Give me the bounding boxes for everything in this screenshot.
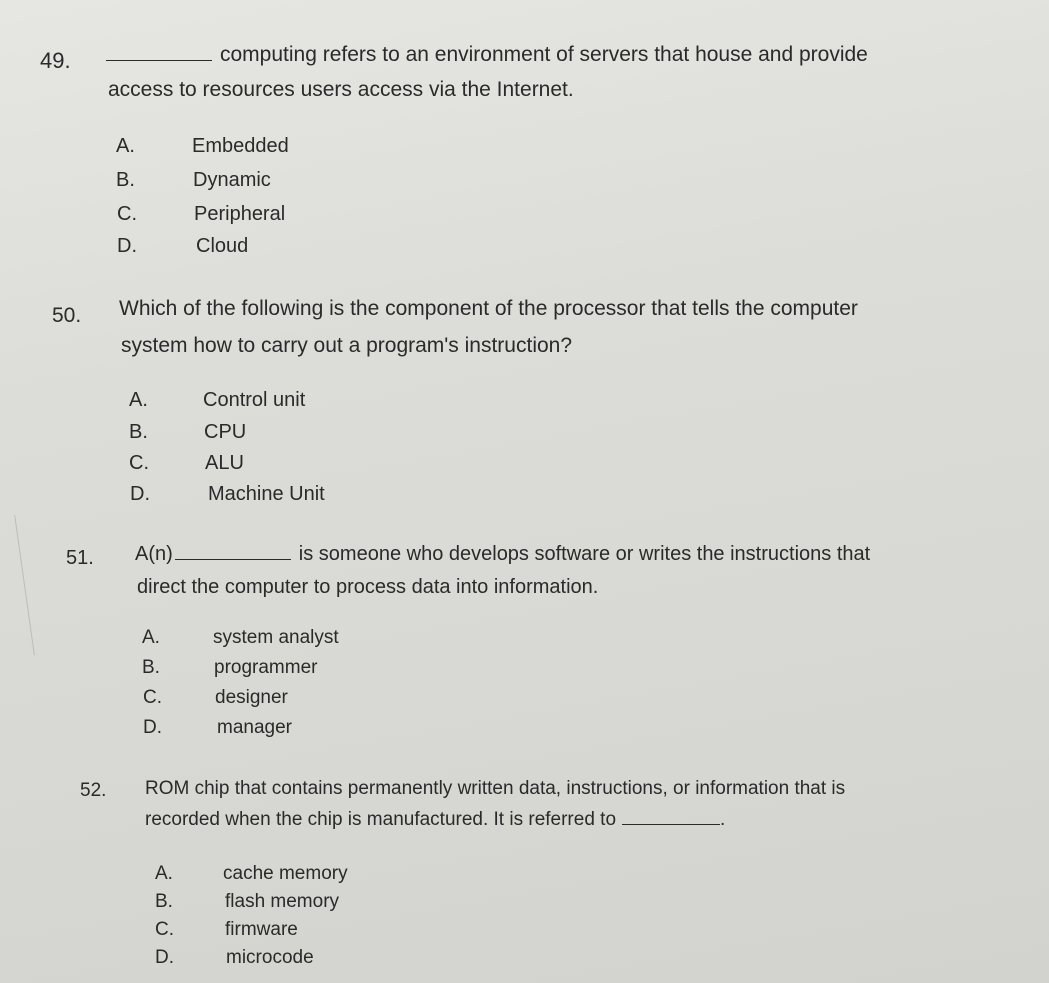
option-text: Cloud (196, 235, 249, 257)
option-text: ALU (205, 452, 244, 474)
option-letter: C. (155, 919, 174, 940)
question-stem-line-2: access to resources users access via the Internet. (108, 78, 574, 101)
question-text: computing refers to an environment of servers that house and provide (220, 43, 868, 66)
option-text: CPU (204, 421, 247, 443)
option-text: microcode (226, 947, 314, 968)
option-letter: B. (129, 421, 148, 443)
answer-blank (106, 42, 212, 61)
option-letter: D. (155, 947, 174, 968)
paper-edge-shadow (0, 515, 35, 655)
option-letter: C. (129, 452, 149, 474)
option-letter: D. (117, 235, 137, 257)
option-letter: A. (129, 389, 148, 411)
option-text: system analyst (213, 627, 339, 648)
question-prefix: A(n) (135, 543, 173, 565)
question-stem-line-2 (145, 806, 725, 833)
option-letter: A. (155, 863, 173, 884)
option-letter: B. (116, 169, 135, 191)
question-number: 51. (66, 547, 94, 569)
option-letter: B. (155, 891, 173, 912)
option-text: cache memory (223, 863, 348, 884)
option-letter: C. (143, 687, 162, 708)
option-letter: A. (116, 135, 135, 157)
answer-blank (622, 806, 720, 825)
answer-blank (175, 541, 291, 560)
question-period: . (720, 809, 726, 830)
question-stem-line-1: ROM chip that contains permanently written data, instructions, or information that is (145, 778, 846, 799)
question-text: is someone who develops software or writes the instructions that (298, 543, 871, 565)
option-text: Embedded (192, 135, 289, 157)
question-stem-line-1: Which of the following is the component of the processor that tells the computer (119, 297, 858, 320)
option-text: designer (215, 687, 288, 708)
option-letter: B. (142, 657, 160, 678)
option-text: Dynamic (193, 169, 271, 191)
question-stem-line-1 (106, 42, 868, 68)
option-text: Machine Unit (208, 483, 325, 505)
question-number: 50. (52, 304, 82, 327)
option-letter: A. (142, 627, 160, 648)
option-letter: D. (143, 717, 162, 738)
option-letter: C. (117, 203, 137, 225)
option-text: Peripheral (194, 203, 286, 225)
question-stem-line-2: system how to carry out a program's instruction? (121, 334, 573, 357)
option-letter: D. (130, 483, 150, 505)
question-stem-line-1 (135, 541, 870, 567)
option-text: Control unit (203, 389, 306, 411)
option-text: programmer (214, 657, 318, 678)
question-number: 52. (80, 780, 107, 801)
option-text: flash memory (225, 891, 340, 912)
question-text: recorded when the chip is manufactured. It is referred to (145, 809, 617, 830)
question-stem-line-2: direct the computer to process data into information. (137, 576, 599, 598)
question-number: 49. (40, 48, 71, 73)
option-text: manager (217, 717, 292, 738)
option-text: firmware (225, 919, 298, 940)
